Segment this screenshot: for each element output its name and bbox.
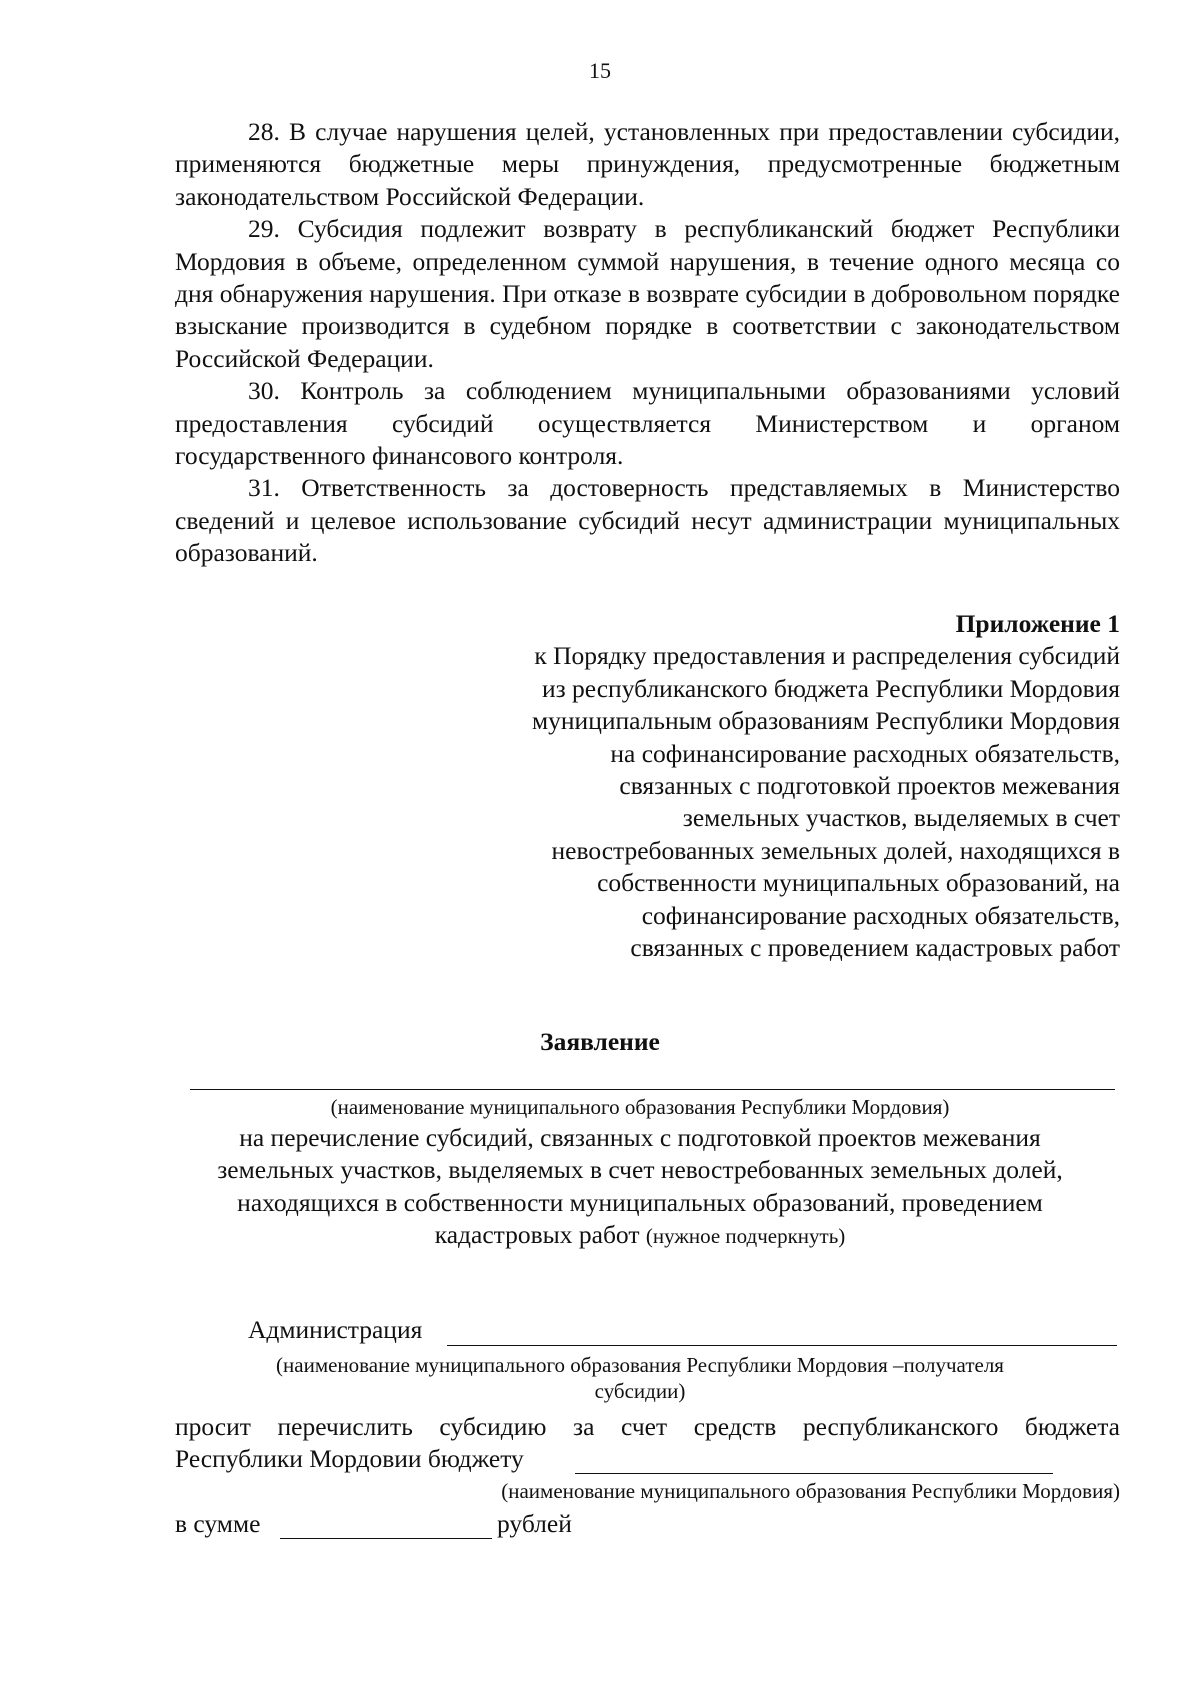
appendix-line: невостребованных земельных долей, находящихся в (551, 835, 1120, 865)
page-number: 15 (589, 58, 611, 83)
appendix-line: к Порядку предоставления и распределения субсидий (534, 641, 1120, 671)
purpose-note: (нужное подчеркнуть) (645, 1224, 846, 1249)
appendix-line: собственности муниципальных образований, на (597, 868, 1120, 898)
appendix-title: Приложение 1 (955, 609, 1120, 638)
administration-name-line[interactable] (447, 1345, 1117, 1346)
paragraph-31: 31. Ответственность за достоверность представляемых в Министерство сведений и целевое использование субсидий несут администрации муниципальных образований. (175, 473, 1120, 568)
purpose-line: на перечисление субсидий, связанных с подготовкой проектов межевания (239, 1123, 1041, 1152)
appendix-line: связанных с подготовкой проектов межевания (619, 771, 1120, 801)
purpose-line-last (160, 1219, 1120, 1252)
purpose-last-text: кадастровых работ (434, 1220, 640, 1250)
appendix-line: муниципальным образованиям Республики Мордовия (532, 706, 1120, 736)
budget-caption: (наименование муниципального образования Республики Мордовия) (501, 1479, 1120, 1503)
amount-label: в сумме (175, 1509, 261, 1538)
statement-title: Заявление (540, 1027, 660, 1056)
appendix-line: софинансирование расходных обязательств, (641, 900, 1120, 930)
purpose-line: земельных участков, выделяемых в счет невостребованных земельных долей, (217, 1155, 1063, 1185)
appendix-line: из республиканского бюджета Республики Мордовия (541, 673, 1120, 703)
recipient-caption (200, 1352, 1080, 1404)
body-text (175, 116, 1120, 570)
amount-line[interactable] (280, 1538, 492, 1539)
appendix-line: связанных с проведением кадастровых работ (630, 933, 1120, 963)
statement-purpose (160, 1122, 1120, 1253)
budget-name-line[interactable] (575, 1473, 1053, 1474)
request-line-2: Республики Мордовии бюджету (175, 1444, 524, 1473)
paragraph-28: 28. В случае нарушения целей, установленных при предоставлении субсидии, применяются бюджетные меры принуждения, предусмотренные бюджетным законодательством Российской Федерации. (175, 117, 1120, 211)
paragraph-29: 29. Субсидия подлежит возврату в республиканский бюджет Республики Мордовия в объеме, определенном суммой нарушения, в течение одного месяца со дня обнаружения нарушения. При отказе в возврате субсидии в добровольном порядке взыскание производится в судебном порядке в соответствии с законодательством Российской Федерации. (175, 214, 1120, 373)
appendix-header (400, 608, 1120, 964)
appendix-line: земельных участков, выделяемых в счет (682, 803, 1120, 833)
recipient-caption-line: субсидии) (594, 1379, 686, 1403)
paragraph-30: 30. Контроль за соблюдением муниципальными образованиями условий предоставления субсидий осуществляется Министерством и органом государственного финансового контроля. (175, 376, 1120, 471)
amount-unit: рублей (497, 1509, 572, 1538)
recipient-caption-line: (наименование муниципального образования Республики Мордовия –получателя (276, 1353, 1004, 1377)
purpose-line: находящихся в собственности муниципальных образований, проведением (237, 1187, 1043, 1217)
municipality-caption: (наименование муниципального образования Республики Мордовия) (330, 1095, 950, 1119)
appendix-line: на софинансирование расходных обязательств, (610, 738, 1120, 768)
municipality-name-line[interactable] (190, 1089, 1115, 1090)
request-line: просит перечислить субсидию за счет средств республиканского бюджета (175, 1412, 1120, 1441)
administration-label: Администрация (248, 1315, 423, 1344)
